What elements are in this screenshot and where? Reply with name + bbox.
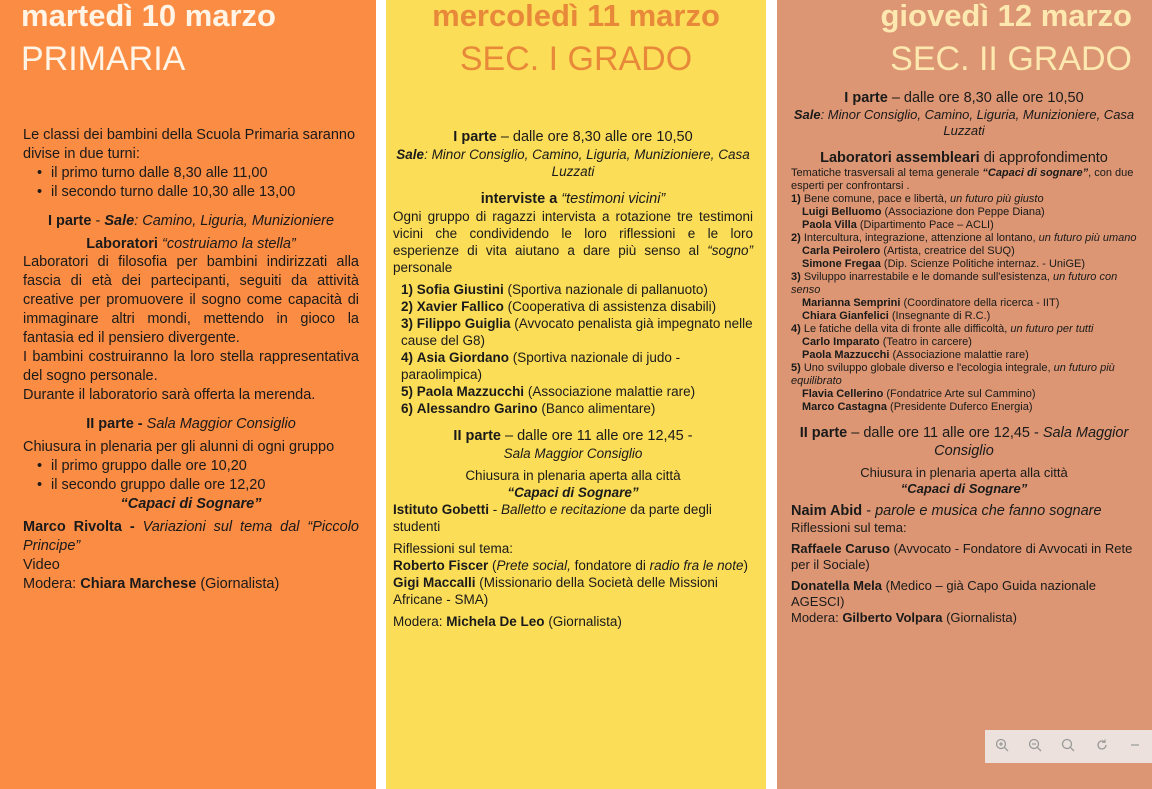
lab-text-3: Durante il laboratorio sarà offerta la merenda. bbox=[23, 387, 316, 403]
expert-item: Paola Villa (Dipartimento Pace – ACLI) bbox=[802, 219, 994, 231]
temi-intro: Tematiche trasversali al tema generale “Capaci di sognare”, con due esperti per confrontarsi . bbox=[791, 167, 1134, 192]
expert-item: Chiara Gianfelici (Insegnante di R.C.) bbox=[802, 310, 991, 322]
reflection-item: Roberto Fiscer (Prete social, fondatore di radio fra le note) bbox=[393, 558, 748, 573]
parte1-line: I parte – dalle ore 8,30 alle ore 10,50 bbox=[844, 90, 1084, 106]
chiusura-text: Chiusura in plenaria aperta alla città bbox=[860, 465, 1068, 480]
list-item: • il secondo turno dalle 10,30 alle 13,00 bbox=[37, 183, 359, 202]
list-item: 1) Sofia Giustini (Sportiva nazionale di pallanuoto) bbox=[401, 282, 708, 297]
interviste-heading: interviste a “testimoni vicini” bbox=[480, 191, 666, 207]
tema-item: 5) Uno sviluppo globale diverso e l'ecologia integrale, un futuro più equilibrato bbox=[791, 362, 1115, 387]
level-heading: SEC. II GRADO bbox=[890, 40, 1132, 78]
minus-icon[interactable] bbox=[1124, 738, 1146, 755]
zoom-out-icon[interactable] bbox=[1024, 738, 1046, 755]
date-heading: giovedì 12 marzo bbox=[880, 0, 1132, 33]
level-heading: PRIMARIA bbox=[21, 40, 186, 78]
modera-line: Modera: Chiara Marchese (Giornalista) bbox=[23, 576, 280, 592]
list-item: 2) Xavier Fallico (Cooperativa di assistenza disabili) bbox=[401, 299, 717, 314]
column-primaria bbox=[0, 0, 376, 789]
tema-item: 3) Sviluppo inarrestabile e le domande sull'esistenza, un futuro con senso bbox=[791, 271, 1118, 296]
modera-line: Modera: Gilberto Volpara (Giornalista) bbox=[791, 610, 1017, 625]
intro-text: Le classi dei bambini della Scuola Primaria saranno divise in due turni: bbox=[23, 127, 356, 162]
reflection-item: Raffaele Caruso (Avvocato - Fondatore di Avvocati in Rete per il Sociale) bbox=[791, 541, 1133, 572]
lab-heading: Laboratori “costruiamo la stella” bbox=[86, 236, 296, 252]
expert-item: Simone Fregaa (Dip. Scienze Politiche internaz. - UniGE) bbox=[802, 258, 1086, 270]
expert-item: Flavia Cellerino (Fondatrice Arte sul Cammino) bbox=[802, 388, 1036, 400]
list-item: 3) Filippo Guiglia (Avvocato penalista già impegnato nelle cause del G8) bbox=[401, 316, 753, 348]
tema-item: 4) Le fatiche della vita di fronte alle difficoltà, un futuro per tutti bbox=[791, 323, 1094, 335]
parte2-line: II parte - Sala Maggior Consiglio bbox=[86, 416, 296, 432]
expert-item: Marianna Semprini (Coordinatore della ricerca - IIT) bbox=[802, 297, 1060, 309]
gruppi-list bbox=[37, 457, 359, 495]
lab-text: Laboratori di filosofia per bambini indirizzati alla fascia di età dei partecipanti, seguiti da attività creative per promuovere il sogno come capacità di immaginare altri mondi, mettendo in gioco la fantasia ed il pensiero divergente. bbox=[23, 254, 359, 346]
rotate-icon[interactable] bbox=[1091, 738, 1113, 755]
program-body bbox=[393, 128, 753, 630]
chiusura-text: Chiusura in plenaria per gli alunni di ogni gruppo bbox=[23, 439, 335, 455]
tema-item: 2) Intercultura, integrazione, attenzione al lontano, un futuro più umano bbox=[791, 232, 1137, 244]
program-body bbox=[791, 89, 1137, 626]
viewer-toolbar bbox=[985, 730, 1152, 763]
reflection-item: Donatella Mela (Medico – già Capo Guida nazionale AGESCI) bbox=[791, 578, 1096, 609]
capaci-title: “Capaci di Sognare” bbox=[507, 485, 639, 500]
video-label: Video bbox=[23, 557, 60, 573]
parte2-room: Sala Maggior Consiglio bbox=[503, 446, 643, 461]
parte2-line: II parte – dalle ore 11 alle ore 12,45 - bbox=[453, 428, 693, 444]
date-heading: mercoledì 11 marzo bbox=[432, 0, 720, 33]
riflessioni-label: Riflessioni sul tema: bbox=[393, 541, 514, 556]
expert-item: Marco Castagna (Presidente Duferco Energia) bbox=[802, 401, 1033, 413]
expert-item: Carla Peirolero (Artista, creatrice del SUQ) bbox=[802, 245, 1015, 257]
column-sec-i-grado bbox=[386, 0, 766, 789]
sale-line: Sale: Minor Consiglio, Camino, Liguria, Munizioniere, Casa Luzzati bbox=[793, 107, 1135, 138]
expert-item: Carlo Imparato (Teatro in carcere) bbox=[802, 336, 972, 348]
interviste-text: Ogni gruppo di ragazzi intervista a rotazione tre testimoni vicini che condividendo le loro riflessioni e le loro esperienze di vita aiutano a dare più senso al “sogno” personale bbox=[393, 209, 753, 275]
search-icon[interactable] bbox=[1057, 738, 1079, 755]
reflection-item: Gigi Maccalli (Missionario della Società delle Missioni Africane - SMA) bbox=[393, 575, 718, 607]
sale-line: Sale: Minor Consiglio, Camino, Liguria, Munizioniere, Casa Luzzati bbox=[396, 147, 750, 179]
list-item: • il primo turno dalle 8,30 alle 11,00 bbox=[37, 164, 359, 183]
column-sec-ii-grado bbox=[777, 0, 1152, 789]
chiusura-text: Chiusura in plenaria aperta alla città bbox=[465, 468, 681, 483]
list-item: 4) Asia Giordano (Sportiva nazionale di judo - paraolimpica) bbox=[401, 350, 681, 382]
list-item: • il primo gruppo dalle ore 10,20 bbox=[37, 457, 359, 476]
parte2-line: II parte – dalle ore 11 alle ore 12,45 - Sala Maggior Consiglio bbox=[799, 425, 1129, 459]
date-heading: martedì 10 marzo bbox=[21, 0, 276, 33]
parte1-line: I parte – dalle ore 8,30 alle ore 10,50 bbox=[453, 129, 693, 145]
program-body bbox=[23, 126, 359, 594]
tema-item: 1) Bene comune, pace e libertà, un futuro più giusto bbox=[791, 193, 1044, 205]
turni-list bbox=[37, 164, 359, 202]
capaci-title: “Capaci di Sognare” bbox=[120, 496, 262, 512]
list-item: 5) Paola Mazzucchi (Associazione malattie rare) bbox=[401, 384, 696, 399]
capaci-title: “Capaci di Sognare” bbox=[900, 481, 1028, 496]
speaker-line: Marco Rivolta - Variazioni sul tema dal “Piccolo Principe” bbox=[23, 519, 359, 554]
list-item: • il secondo gruppo dalle ore 12,20 bbox=[37, 476, 359, 495]
list-item: 6) Alessandro Garino (Banco alimentare) bbox=[401, 401, 656, 416]
temi-block bbox=[791, 167, 1137, 414]
level-heading: SEC. I GRADO bbox=[459, 40, 693, 78]
riflessioni-label: Riflessioni sul tema: bbox=[791, 520, 907, 535]
modera-line: Modera: Michela De Leo (Giornalista) bbox=[393, 614, 622, 629]
zoom-in-icon[interactable] bbox=[991, 738, 1013, 755]
naim-line: Naim Abid - parole e musica che fanno sognare bbox=[791, 503, 1102, 519]
gobetti-line: Istituto Gobetti - Balletto e recitazione da parte degli studenti bbox=[393, 502, 712, 534]
expert-item: Paola Mazzucchi (Associazione malattie rare) bbox=[802, 349, 1029, 361]
lab-text-2: I bambini costruiranno la loro stella rappresentativa del sogno personale. bbox=[23, 349, 359, 384]
expert-item: Luigi Belluomo (Associazione don Peppe Diana) bbox=[802, 206, 1045, 218]
lab-heading: Laboratori assembleari di approfondimento bbox=[820, 150, 1108, 166]
parte1-line: I parte - Sale: Camino, Liguria, Munizioniere bbox=[47, 213, 335, 229]
